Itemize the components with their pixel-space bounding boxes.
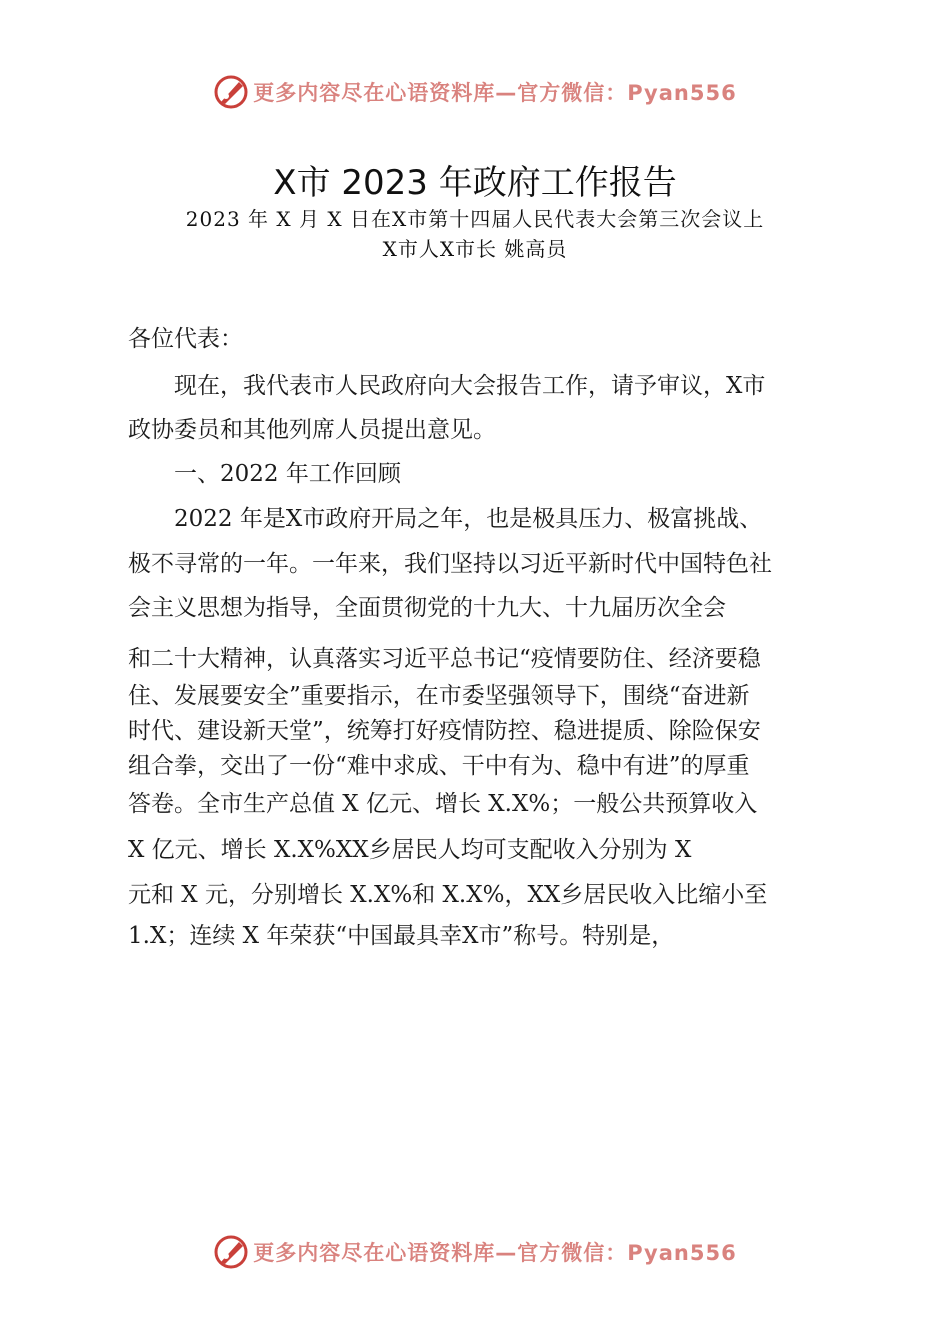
body-line: 住、发展要安全”重要指示，在市委坚强领导下，围绕“奋进新 xyxy=(128,683,750,709)
body-line: 会主义思想为指导，全面贯彻党的十九大、十九届历次全会 xyxy=(128,595,726,621)
body-line: 极不寻常的一年。一年来，我们坚持以习近平新时代中国特色社 xyxy=(128,551,772,577)
body-line: 2022 年是X市政府开局之年，也是极具压力、极富挑战、 xyxy=(128,506,763,532)
body-line: 答卷。全市生产总值 X 亿元、增长 X.X%；一般公共预算收入 xyxy=(128,791,758,817)
body-line: 1.X；连续 X 年荣获“中国最具幸X市”称号。特别是， xyxy=(128,923,675,949)
body-line: X 亿元、增长 X.X%XX乡居民人均可支配收入分别为 X xyxy=(128,837,692,863)
body-line: 现在，我代表市人民政府向大会报告工作，请予审议，X市 xyxy=(128,373,766,399)
body-line: 一、2022 年工作回顾 xyxy=(128,461,401,487)
watermark-banner-bottom xyxy=(0,1232,950,1272)
body-line: 元和 X 元，分别增长 X.X%和 X.X%，XX乡居民收入比缩小至 xyxy=(128,882,768,908)
watermark-banner-top xyxy=(0,72,950,112)
document-title: X市 2023 年政府工作报告 xyxy=(273,163,677,203)
pen-logo-icon xyxy=(213,1234,249,1270)
watermark-text: 更多内容尽在心语资料库—官方微信：Pyan556 xyxy=(253,81,737,105)
body-line: 组合拳，交出了一份“难中求成、干中有为、稳中有进”的厚重 xyxy=(128,753,750,779)
body-line: 各位代表： xyxy=(128,326,243,352)
pen-logo-icon xyxy=(213,74,249,110)
document-subtitle-line2: X市人X市长 姚高员 xyxy=(382,237,568,261)
body-line: 政协委员和其他列席人员提出意见。 xyxy=(128,417,496,443)
body-line: 和二十大精神，认真落实习近平总书记“疫情要防住、经济要稳 xyxy=(128,646,761,672)
watermark-text: 更多内容尽在心语资料库—官方微信：Pyan556 xyxy=(253,1241,737,1265)
body-line: 时代、建设新天堂”，统筹打好疫情防控、稳进提质、除险保安 xyxy=(128,718,761,744)
document-subtitle-line1: 2023 年 X 月 X 日在X市第十四届人民代表大会第三次会议上 xyxy=(185,207,765,231)
